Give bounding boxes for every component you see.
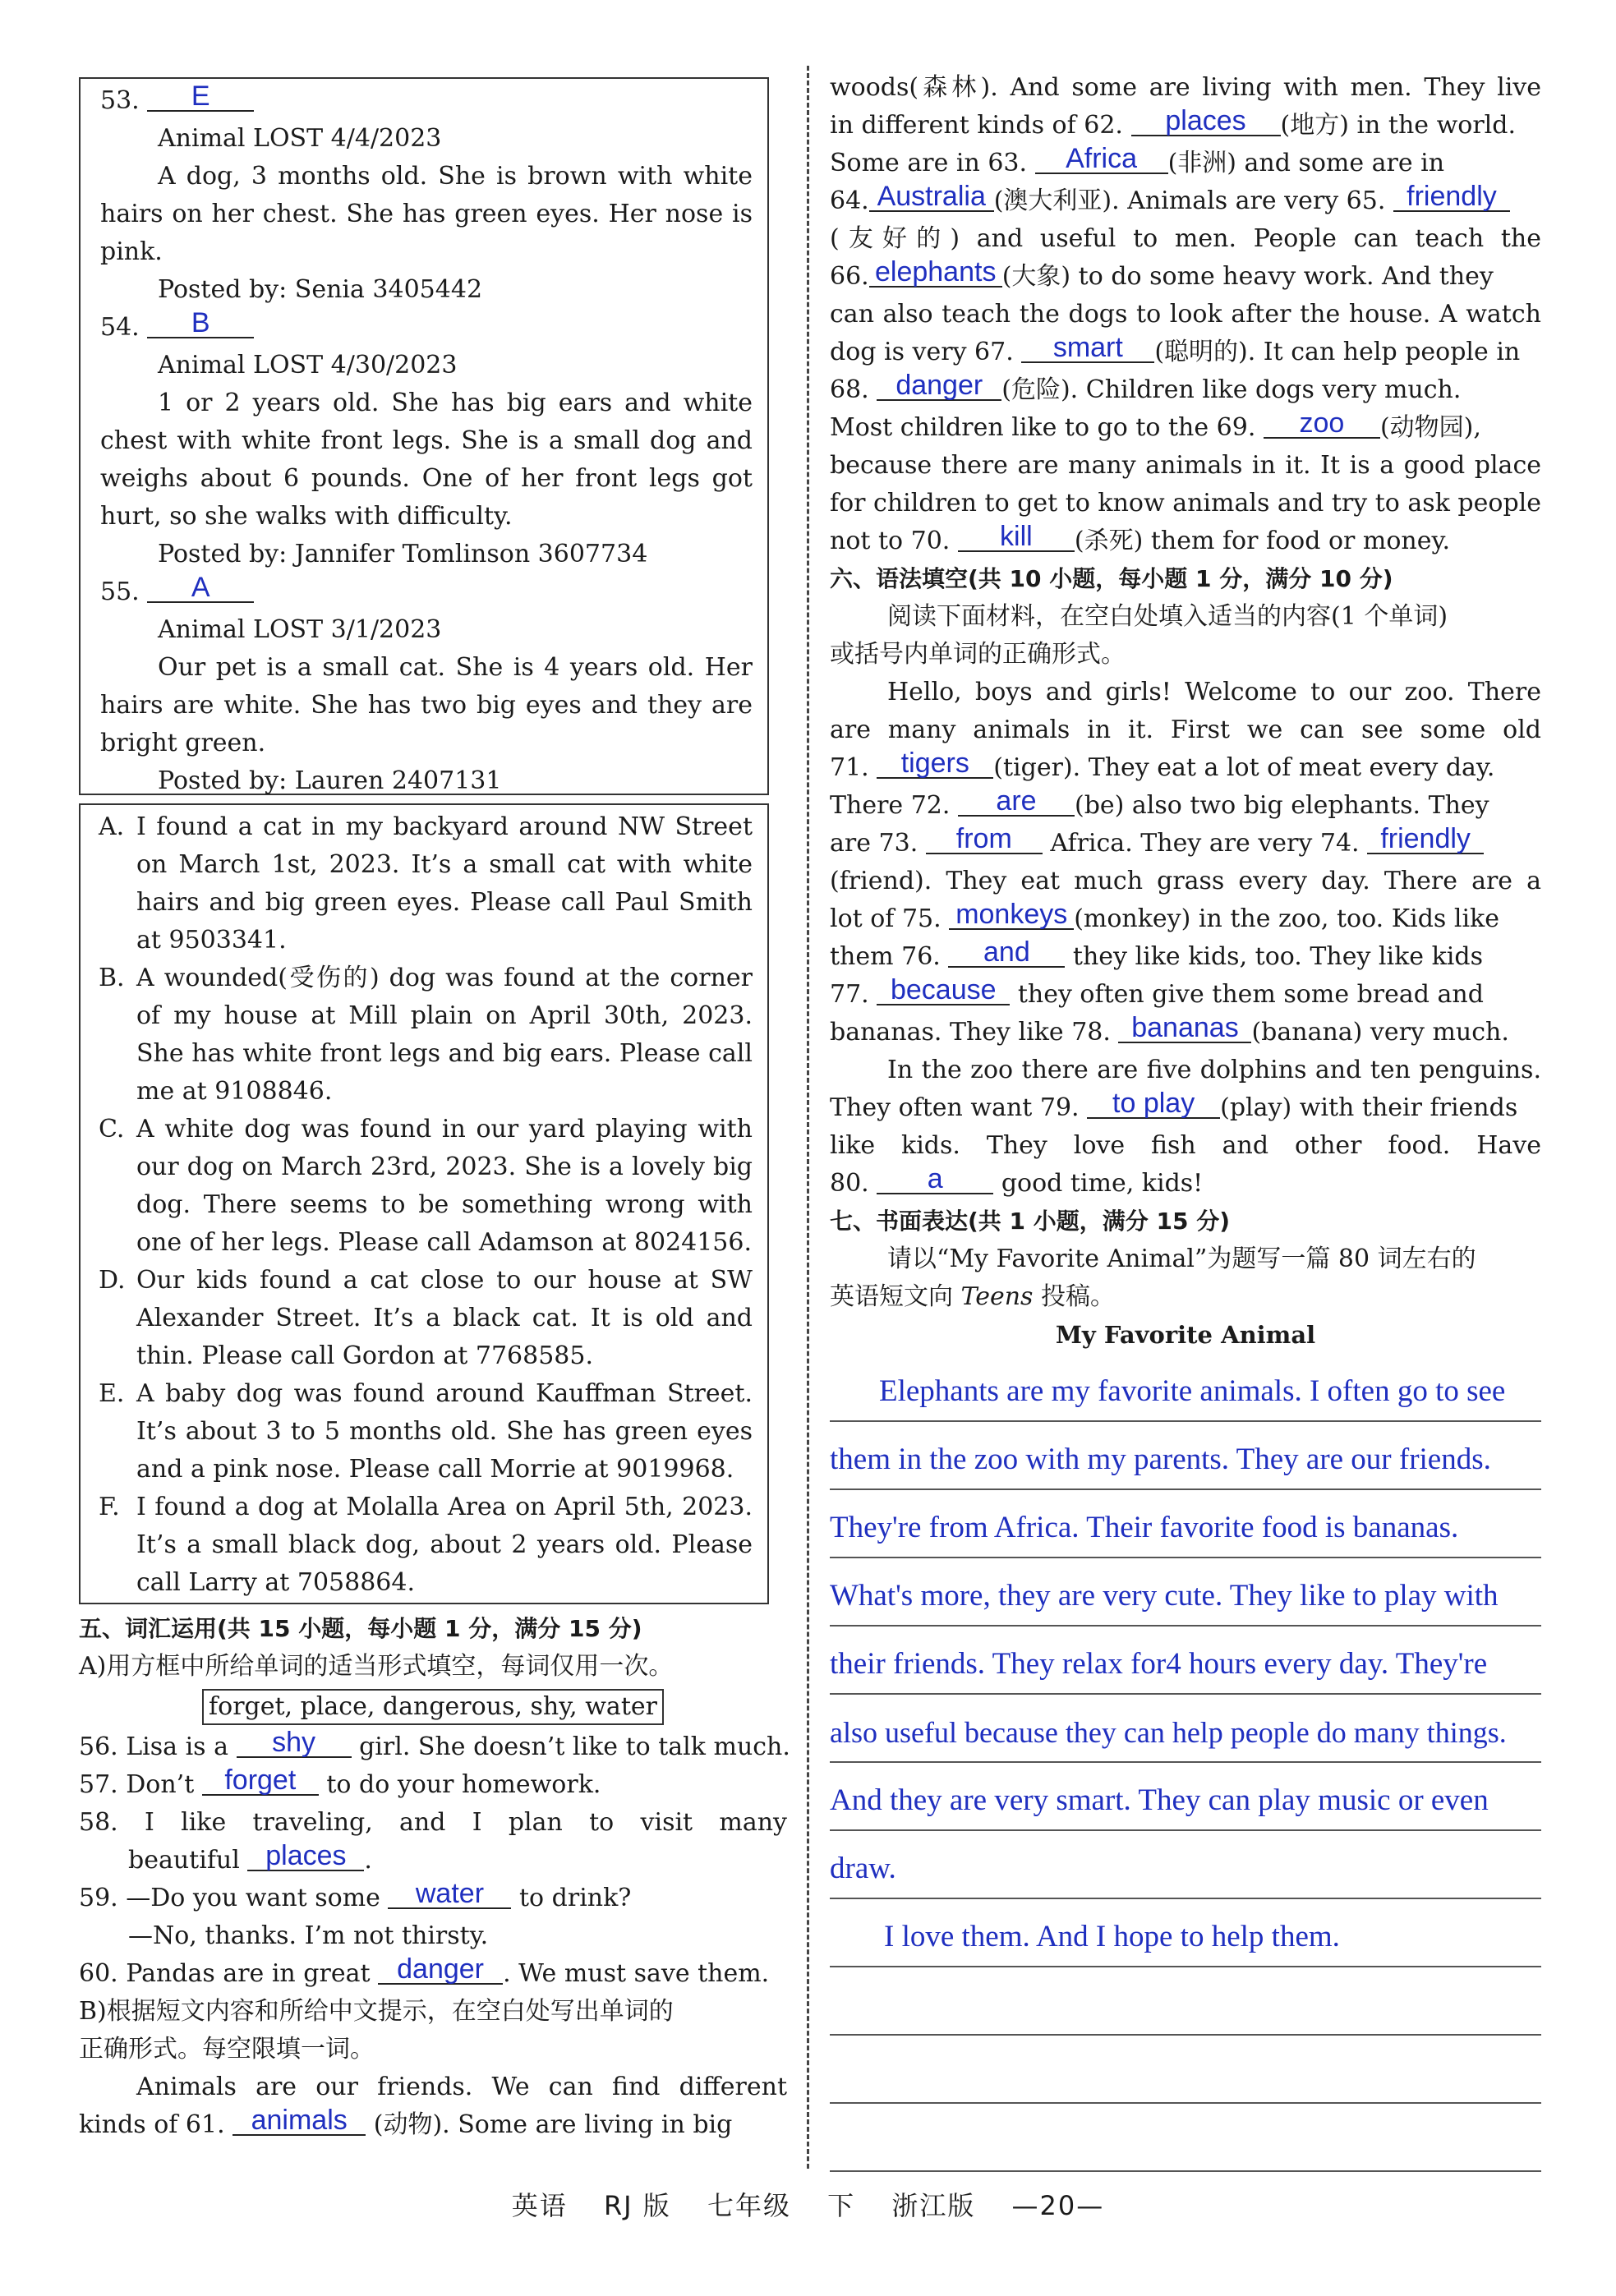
essay-line (830, 2036, 1541, 2104)
essay-line: They're from Africa. Their favorite food is bananas. (830, 1490, 1541, 1558)
passage-line-11: because there are many animals in it. It is a good place (830, 451, 1541, 480)
answer-blank-57: forget (202, 1766, 319, 1796)
option-e: E. A baby dog was found around Kauffman Street. It’s about 3 to 5 months old. She has green eyes and a pink nose. Please call Morrie at 9019968. (99, 1379, 753, 1484)
q54-text-1: 1 or 2 years old. She has big ears and white (158, 389, 753, 417)
option-f: F. I found a dog at Molalla Area on April 5th, 2023. It’s a small black dog, about 2 years old. Please call Larry at 7058864. (99, 1493, 753, 1597)
q72-line: There 72. are (be) also two big elephants. They (830, 785, 1489, 820)
answer-blank-58: places (247, 1842, 364, 1871)
q55-line: 55. A (100, 573, 753, 611)
answer-blank-61: animals (233, 2106, 366, 2136)
answer-blank-56: shy (237, 1728, 352, 1758)
essay-line: them in the zoo with my parents. They are our friends. (830, 1422, 1541, 1490)
answer-blank-69: zoo (1264, 409, 1380, 439)
q61-line: kinds of 61. animals (动物). Some are living in big (79, 2105, 733, 2139)
q67-line: dog is very 67. smart (聪明的). It can help people in (830, 332, 1521, 366)
q56-line: 56. Lisa is a shy girl. She doesn’t like to talk much. (79, 1727, 790, 1761)
footer-term: 下 (827, 2190, 856, 2221)
answer-blank-54: B (147, 309, 254, 338)
answer-blank-60: danger (378, 1955, 503, 1985)
grammar-line-6: (friend). They eat much grass every day. There are a (830, 867, 1541, 895)
q53-text-1: A dog, 3 months old. She is brown with white (158, 162, 753, 191)
page-footer (0, 2185, 1616, 2223)
part-a-instructions: A)用方框中所给单词的适当形式填空，每词仅用一次。 (79, 1652, 674, 1681)
q55-posted: Posted by: Lauren 2407131 (158, 766, 502, 795)
q55-header: Animal LOST 3/1/2023 (158, 615, 442, 644)
q70-line: not to 70. kill (杀死) them for food or money. (830, 521, 1450, 555)
essay-line: I love them. And I hope to help them. (830, 1899, 1541, 1967)
q54-text-4: hurt, so she walks with difficulty. (100, 502, 513, 531)
q58-line-1: 58. I like traveling, and I plan to visit many (79, 1808, 787, 1837)
part-b-instructions-2: 正确形式。每空限填一词。 (79, 2035, 375, 2064)
answer-blank-77: because (877, 976, 1010, 1005)
q78-line: bananas. They like 78. bananas (banana) very much. (830, 1012, 1509, 1047)
lost-notices-box (79, 77, 769, 795)
q54-posted: Posted by: Jannifer Tomlinson 3607734 (158, 540, 648, 568)
answer-blank-63: Africa (1035, 145, 1168, 174)
grammar-line-1: Hello, boys and girls! Welcome to our zoo. There (887, 678, 1541, 706)
answer-blank-53: E (147, 82, 254, 112)
passage-line-1: woods(森林). And some are living with men. They live (830, 73, 1541, 102)
found-notices-box (79, 803, 769, 1604)
grammar-line-2: are many animals in it. First we can see some old (830, 715, 1541, 744)
q80-line: 80. a good time, kids! (830, 1163, 1204, 1198)
q59-line: 59. —Do you want some water to drink? (79, 1878, 632, 1912)
q76-line: them 76. and they like kids, too. They like kids (830, 936, 1483, 971)
part-b-passage-1: Animals are our friends. We can find different (136, 2073, 787, 2101)
q55-text-3: bright green. (100, 729, 266, 757)
essay-area (830, 1354, 1541, 2172)
essay-line: their friends. They relax for4 hours every day. They're (830, 1627, 1541, 1695)
q66-line: 66. elephants (大象) to do some heavy work. And they (830, 256, 1494, 291)
section-6-heading: 六、语法填空(共 10 小题，每小题 1 分，满分 10 分) (830, 565, 1393, 592)
answer-blank-79: to play (1087, 1089, 1220, 1119)
essay-line: What's more, they are very cute. They like to play with (830, 1558, 1541, 1627)
q54-line: 54. B (100, 309, 753, 347)
answer-blank-66: elephants (869, 258, 1002, 288)
q57-line: 57. Don’t forget to do your homework. (79, 1765, 601, 1799)
part-b-instructions-1: B)根据短文内容和所给中文提示，在空白处写出单词的 (79, 1997, 674, 2026)
q60-line: 60. Pandas are in great danger . We must save them. (79, 1953, 770, 1988)
q77-line: 77. because they often give them some bread and (830, 974, 1484, 1009)
q54-header: Animal LOST 4/30/2023 (158, 351, 458, 380)
grammar-line-13: like kids. They love fish and other food. Have (830, 1131, 1541, 1160)
essay-line (830, 2104, 1541, 2172)
q69-line: Most children like to go to the 69. zoo (动物园), (830, 407, 1481, 442)
right-column (830, 69, 1541, 2172)
page-number: —20— (1011, 2190, 1105, 2221)
answer-blank-70: kill (958, 522, 1075, 552)
section-7-instructions-1: 请以“My Favorite Animal”为题写一篇 80 词左右的 (887, 1245, 1476, 1273)
section-6-instructions-2: 或括号内单词的正确形式。 (830, 640, 1126, 669)
q63-line: Some are in 63. Africa (非洲) and some are in (830, 143, 1445, 177)
footer-subject: 英语 (511, 2190, 568, 2221)
option-b: B. A wounded(受伤的) dog was found at the corner of my house at Mill plain on April 30th, 2023. She has white front legs and big ears. Please call me at 9108846. (99, 964, 753, 1106)
essay-line (830, 1967, 1541, 2036)
section-6-instructions-1: 阅读下面材料，在空白处填入适当的内容(1 个单词) (887, 602, 1448, 631)
answer-blank-76: and (948, 938, 1065, 968)
answer-blank-73: from (926, 825, 1043, 854)
q68-line: 68. danger (危险). Children like dogs very much. (830, 370, 1462, 404)
q71-line: 71. tigers (tiger). They eat a lot of meat every day. (830, 748, 1495, 782)
q53-header: Animal LOST 4/4/2023 (158, 124, 442, 153)
q53-text-2: hairs on her chest. She has green eyes. Her nose is (100, 200, 753, 228)
option-a: A. I found a cat in my backyard around NW Street on March 1st, 2023. It’s a small cat with white hairs and big green eyes. Please call Paul Smith at 9503341. (99, 812, 753, 955)
essay-title: My Favorite Animal (1055, 1321, 1316, 1349)
column-divider (807, 66, 809, 2169)
q53-line: 53. E (100, 82, 753, 120)
q64-65-line: 64. Australia (澳大利亚). Animals are very 65. friendly (830, 182, 1541, 220)
option-c: C. A white dog was found in our yard playing with our dog on March 23rd, 2023. She is a lovely big dog. There seems to be something wrong with one of her legs. Please call Adamson at 8024156. (99, 1115, 753, 1257)
option-d: D. Our kids found a cat close to our house at SW Alexander Street. It’s a black cat. It is old and thin. Please call Gordon at 7768585. (99, 1266, 753, 1370)
q58-line-2: beautiful places . (128, 1840, 372, 1875)
q53-text-3: pink. (100, 237, 163, 266)
essay-line: And they are very smart. They can play music or even (830, 1763, 1541, 1831)
q54-text-2: chest with white front legs. She is a small dog and (100, 426, 753, 455)
answer-blank-64: Australia (869, 182, 994, 212)
q54-text-3: weighs about 6 pounds. One of her front legs got (100, 464, 753, 493)
passage-line-7: can also teach the dogs to look after the house. A watch (830, 300, 1541, 329)
answer-blank-71: tigers (877, 749, 993, 779)
essay-line: draw. (830, 1831, 1541, 1899)
answer-blank-75: monkeys (949, 900, 1074, 930)
essay-line: also useful because they can help people do many things. (830, 1695, 1541, 1763)
passage-line-5: (友好的) and useful to men. People can teach the (830, 224, 1541, 253)
essay-line: Elephants are my favorite animals. I often go to see (830, 1354, 1541, 1422)
q62-line: in different kinds of 62. places (地方) in the world. (830, 105, 1516, 140)
answer-blank-78: bananas (1118, 1014, 1251, 1043)
section-7-heading: 七、书面表达(共 1 小题，满分 15 分) (830, 1208, 1231, 1235)
answer-blank-68: danger (877, 371, 1001, 401)
answer-blank-62: places (1131, 107, 1281, 136)
passage-line-12: for children to get to know animals and try to ask people (830, 489, 1541, 518)
section-5-heading: 五、词汇运用(共 15 小题，每小题 1 分，满分 15 分) (79, 1615, 642, 1642)
q55-text-1: Our pet is a small cat. She is 4 years old. Her (158, 653, 753, 682)
q73-74-line: are 73. from Africa. They are very 74. friendly (830, 825, 1541, 863)
q75-line: lot of 75. monkeys (monkey) in the zoo, too. Kids like (830, 899, 1499, 933)
answer-blank-65: friendly (1393, 182, 1510, 212)
section-5 (79, 1610, 790, 2144)
section-7-instructions-2: 英语短文向 Teens 投稿。 (830, 1282, 1115, 1311)
answer-blank-74: friendly (1367, 825, 1484, 854)
footer-grade: 七年级 (707, 2190, 791, 2221)
q79-line: They often want 79. to play (play) with their friends (830, 1088, 1518, 1122)
answer-blank-80: a (877, 1165, 993, 1194)
answer-blank-72: are (958, 787, 1075, 817)
answer-blank-55: A (147, 573, 254, 603)
answer-blank-59: water (388, 1880, 511, 1909)
word-box: forget, place, dangerous, shy, water (202, 1689, 664, 1725)
q55-text-2: hairs are white. She has two big eyes and they are (100, 691, 753, 720)
q53-posted: Posted by: Senia 3405442 (158, 275, 483, 304)
footer-region: 浙江版 (891, 2190, 976, 2221)
grammar-line-11: In the zoo there are five dolphins and ten penguins. (887, 1056, 1541, 1084)
q59-reply: —No, thanks. I’m not thirsty. (128, 1921, 489, 1950)
answer-blank-67: smart (1021, 334, 1154, 363)
footer-edition: RJ 版 (603, 2190, 671, 2221)
